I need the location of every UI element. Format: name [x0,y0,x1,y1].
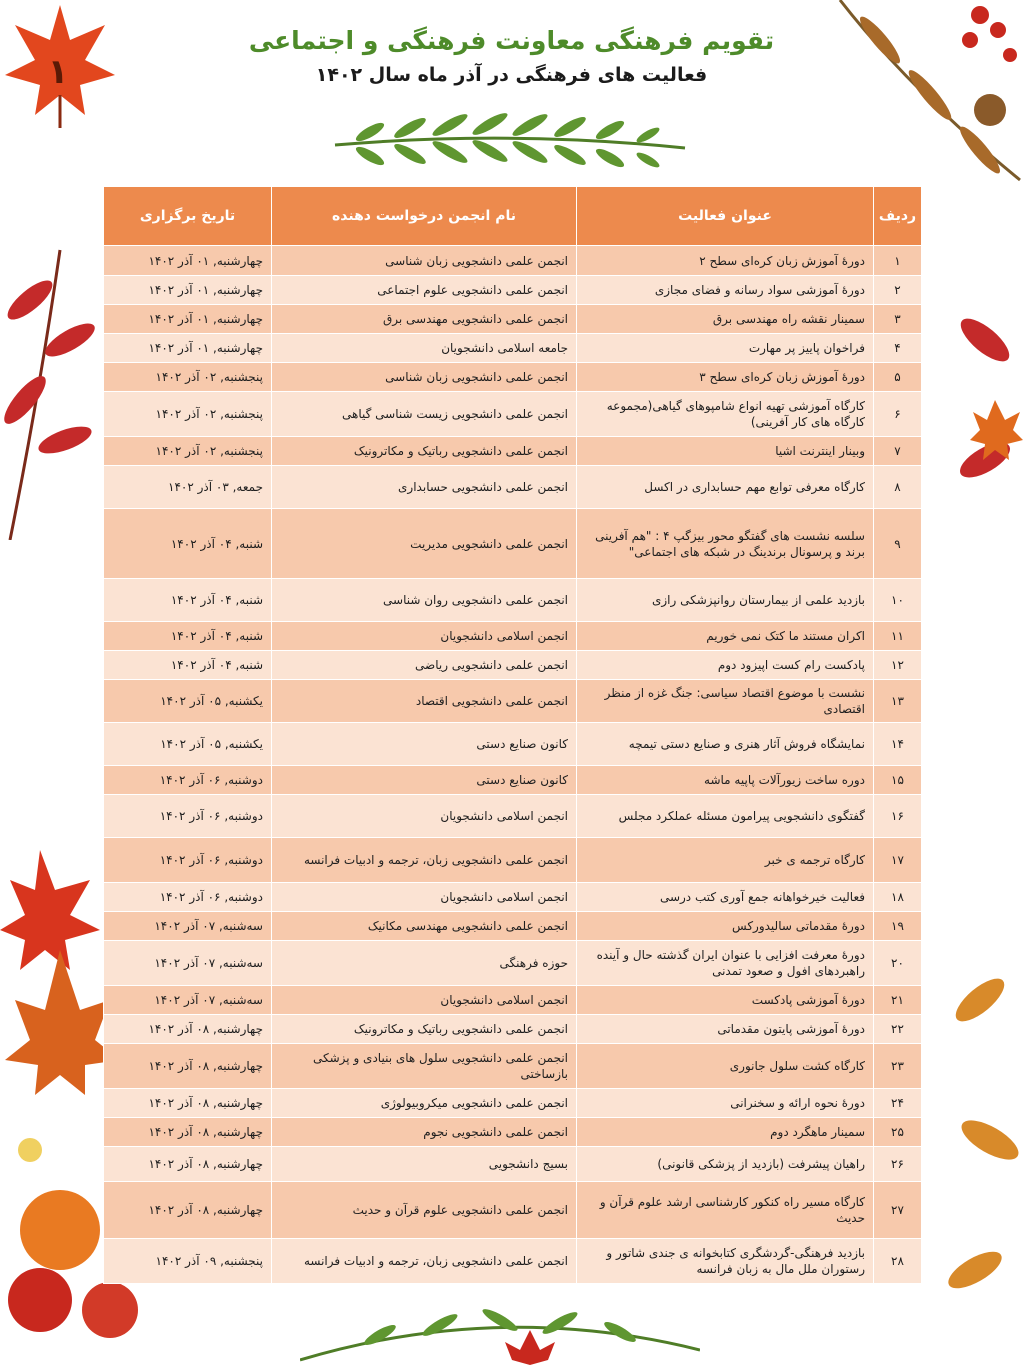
row-number-cell: ۱۵ [874,766,922,795]
table-row [104,437,922,466]
table-row [104,986,922,1015]
row-number-cell: ۱۲ [874,651,922,680]
activity-cell: دورهٔ معرفت افزایی با عنوان ایران گذشته حال و آینده راهبردهای افول و صعود تمدنی [577,941,874,986]
activity-cell: دورهٔ آموزشی سواد رسانه و فضای مجازی [577,276,874,305]
date-cell: دوشنبه, ۰۶ آذر ۱۴۰۲ [104,766,272,795]
table-row [104,466,922,509]
date-cell: سه‌شنبه, ۰۷ آذر ۱۴۰۲ [104,986,272,1015]
activity-cell: کارگاه آموزشی تهیه انواع شامپوهای گیاهی(مجموعه کارگاه های کار آفرینی) [577,392,874,437]
row-number-cell: ۲۳ [874,1044,922,1089]
organizer-cell: بسیج دانشجویی [272,1147,577,1182]
row-number-cell: ۲ [874,276,922,305]
organizer-cell: انجمن علمی دانشجویی علوم اجتماعی [272,276,577,305]
row-number-cell: ۲۷ [874,1182,922,1239]
row-number-cell: ۱۰ [874,579,922,622]
activity-cell: گفتگوی دانشجویی پیرامون مسئله عملکرد مجلس [577,795,874,838]
fern-bottom-icon [300,1290,700,1365]
row-number-cell: ۱۸ [874,883,922,912]
table-row [104,1239,922,1284]
activity-cell: کارگاه کشت سلول جانوری [577,1044,874,1089]
page-title: تقویم فرهنگی معاونت فرهنگی و اجتماعی [248,26,775,55]
activity-cell: بازدید فرهنگی-گردشگری کتابخوانه ی جندی شاتور و رستوران ملل مال به زبان فرانسه [577,1239,874,1284]
table-row [104,651,922,680]
activity-cell: نمایشگاه فروش آثار هنری و صنایع دستی تیمچه [577,723,874,766]
date-cell: چهارشنبه, ۰۱ آذر ۱۴۰۲ [104,246,272,276]
organizer-cell: انجمن علمی دانشجویی حسابداری [272,466,577,509]
activity-cell: نشست با موضوع اقتصاد سیاسی: جنگ غزه از منظر اقتصادی [577,680,874,723]
row-number-cell: ۶ [874,392,922,437]
organizer-cell: انجمن اسلامی دانشجویان [272,622,577,651]
row-number-cell: ۷ [874,437,922,466]
activity-cell: دورهٔ نحوه ارائه و سخنرانی [577,1089,874,1118]
activity-cell: وبینار اینترنت اشیا [577,437,874,466]
row-number-cell: ۲۶ [874,1147,922,1182]
page-subtitle: فعالیت های فرهنگی در آذر ماه سال ۱۴۰۲ [315,64,708,86]
fern-branch-icon [330,110,690,180]
row-number-cell: ۱۹ [874,912,922,941]
row-number-cell: ۹ [874,509,922,579]
row-number-cell: ۲۰ [874,941,922,986]
activity-cell: فراخوان پاییز پر مهارت [577,334,874,363]
activity-cell: اکران مستند ما کتک نمی خوریم [577,622,874,651]
row-number-cell: ۵ [874,363,922,392]
table-row [104,766,922,795]
date-cell: شنبه, ۰۴ آذر ۱۴۰۲ [104,579,272,622]
date-cell: پنجشنبه, ۰۲ آذر ۱۴۰۲ [104,363,272,392]
header-organizer: نام انجمن درخواست دهنده [272,187,577,246]
organizer-cell: انجمن علمی دانشجویی زبان شناسی [272,246,577,276]
organizer-cell: انجمن علمی دانشجویی ریاضی [272,651,577,680]
organizer-cell: انجمن علمی دانشجویی رباتیک و مکاترونیک [272,1015,577,1044]
row-number-cell: ۱۷ [874,838,922,883]
activity-cell: دورهٔ آموزشی پادکست [577,986,874,1015]
row-number-cell: ۲۱ [874,986,922,1015]
date-cell: سه‌شنبه, ۰۷ آذر ۱۴۰۲ [104,941,272,986]
organizer-cell: کانون صنایع دستی [272,766,577,795]
table-row [104,1147,922,1182]
activity-cell: کارگاه معرفی توابع مهم حسابداری در اکسل [577,466,874,509]
date-cell: چهارشنبه, ۰۸ آذر ۱۴۰۲ [104,1089,272,1118]
table-body [104,246,922,1284]
organizer-cell: انجمن اسلامی دانشجویان [272,795,577,838]
organizer-cell: انجمن علمی دانشجویی زیست شناسی گیاهی [272,392,577,437]
date-cell: پنجشنبه, ۰۲ آذر ۱۴۰۲ [104,392,272,437]
date-cell: پنجشنبه, ۰۹ آذر ۱۴۰۲ [104,1239,272,1284]
date-cell: چهارشنبه, ۰۸ آذر ۱۴۰۲ [104,1015,272,1044]
row-number-cell: ۲۵ [874,1118,922,1147]
row-number-cell: ۱۴ [874,723,922,766]
activity-cell: بازدید علمی از بیمارستان روانپزشکی رازی [577,579,874,622]
date-cell: چهارشنبه, ۰۱ آذر ۱۴۰۲ [104,334,272,363]
activity-cell: سمینار ماهگرد دوم [577,1118,874,1147]
table-row [104,334,922,363]
organizer-cell: انجمن علمی دانشجویی اقتصاد [272,680,577,723]
organizer-cell: انجمن علمی دانشجویی نجوم [272,1118,577,1147]
organizer-cell: انجمن علمی دانشجویی روان شناسی [272,579,577,622]
red-leaves-right-icon [925,280,1023,540]
organizer-cell: کانون صنایع دستی [272,723,577,766]
activity-cell: دورهٔ آموزشی پایتون مقدماتی [577,1015,874,1044]
date-cell: چهارشنبه, ۰۸ آذر ۱۴۰۲ [104,1118,272,1147]
organizer-cell: انجمن اسلامی دانشجویان [272,883,577,912]
row-number-cell: ۱۳ [874,680,922,723]
date-cell: یکشنبه, ۰۵ آذر ۱۴۰۲ [104,723,272,766]
header-date: تاریخ برگزاری [104,187,272,246]
table-row [104,838,922,883]
table-row [104,1118,922,1147]
activity-cell: دورهٔ آموزش زبان کره‌ای سطح ۲ [577,246,874,276]
date-cell: دوشنبه, ۰۶ آذر ۱۴۰۲ [104,883,272,912]
date-cell: دوشنبه, ۰۶ آذر ۱۴۰۲ [104,838,272,883]
date-cell: شنبه, ۰۴ آذر ۱۴۰۲ [104,651,272,680]
header-row-number: ردیف [874,187,922,246]
row-number-cell: ۱۶ [874,795,922,838]
organizer-cell: انجمن علمی دانشجویی رباتیک و مکاترونیک [272,437,577,466]
activity-cell: فعالیت خیرخواهانه جمع آوری کتب درسی [577,883,874,912]
table-row [104,680,922,723]
activity-cell: پادکست رام کست اپیزود دوم [577,651,874,680]
autumn-leaves-bottom-right-icon [920,940,1023,1365]
table-row [104,941,922,986]
table-row [104,246,922,276]
table-row [104,883,922,912]
date-cell: پنجشنبه, ۰۲ آذر ۱۴۰۲ [104,437,272,466]
activity-cell: دورهٔ آموزش زبان کره‌ای سطح ۳ [577,363,874,392]
row-number-cell: ۲۲ [874,1015,922,1044]
date-cell: چهارشنبه, ۰۸ آذر ۱۴۰۲ [104,1182,272,1239]
organizer-cell: جامعه اسلامی دانشجویان [272,334,577,363]
date-cell: چهارشنبه, ۰۸ آذر ۱۴۰۲ [104,1044,272,1089]
activity-cell: راهیان پیشرفت (بازدید از پزشکی قانونی) [577,1147,874,1182]
date-cell: چهارشنبه, ۰۱ آذر ۱۴۰۲ [104,305,272,334]
header-activity: عنوان فعالیت [577,187,874,246]
table-row [104,1089,922,1118]
activity-cell: دورهٔ مقدماتی سالیدورکس [577,912,874,941]
table-row [104,795,922,838]
row-number-cell: ۲۴ [874,1089,922,1118]
activity-cell: دوره ساخت زیورآلات پاپیه ماشه [577,766,874,795]
table-header-row [104,187,922,246]
activity-cell: کارگاه ترجمه ی خبر [577,838,874,883]
organizer-cell: انجمن اسلامی دانشجویان [272,986,577,1015]
table-row [104,276,922,305]
date-cell: جمعه, ۰۳ آذر ۱۴۰۲ [104,466,272,509]
row-number-cell: ۱ [874,246,922,276]
date-cell: یکشنبه, ۰۵ آذر ۱۴۰۲ [104,680,272,723]
organizer-cell: انجمن علمی دانشجویی زبان، ترجمه و ادبیات فرانسه [272,838,577,883]
date-cell: سه‌شنبه, ۰۷ آذر ۱۴۰۲ [104,912,272,941]
row-number-cell: ۳ [874,305,922,334]
date-cell: چهارشنبه, ۰۸ آذر ۱۴۰۲ [104,1147,272,1182]
organizer-cell: انجمن علمی دانشجویی مدیریت [272,509,577,579]
organizer-cell: انجمن علمی دانشجویی زبان، ترجمه و ادبیات فرانسه [272,1239,577,1284]
page-badge-number: ۱ [47,52,69,92]
table-row [104,1015,922,1044]
table-row [104,579,922,622]
table-row [104,1044,922,1089]
table-row [104,622,922,651]
table-row [104,723,922,766]
activity-cell: سلسه نشست های گفتگو محور بیزگپ ۴ : "هم آفرینی برند و پرسونال برندینگ در شبکه های اجتماعی" [577,509,874,579]
table-row [104,305,922,334]
date-cell: چهارشنبه, ۰۱ آذر ۱۴۰۲ [104,276,272,305]
date-cell: دوشنبه, ۰۶ آذر ۱۴۰۲ [104,795,272,838]
row-number-cell: ۴ [874,334,922,363]
organizer-cell: انجمن علمی دانشجویی علوم قرآن و حدیث [272,1182,577,1239]
table-row [104,912,922,941]
table-row [104,363,922,392]
activity-cell: سمینار نقشه راه مهندسی برق [577,305,874,334]
table-row [104,1182,922,1239]
organizer-cell: انجمن علمی دانشجویی سلول های بنیادی و پزشکی بازساختی [272,1044,577,1089]
activities-table [103,186,922,1284]
table-row [104,392,922,437]
table-row [104,509,922,579]
activity-cell: کارگاه مسیر راه کنکور کارشناسی ارشد علوم قرآن و حدیث [577,1182,874,1239]
row-number-cell: ۲۸ [874,1239,922,1284]
red-leaves-left-icon [0,240,100,540]
organizer-cell: حوزه فرهنگی [272,941,577,986]
date-cell: شنبه, ۰۴ آذر ۱۴۰۲ [104,509,272,579]
row-number-cell: ۱۱ [874,622,922,651]
organizer-cell: انجمن علمی دانشجویی مهندسی مکانیک [272,912,577,941]
date-cell: شنبه, ۰۴ آذر ۱۴۰۲ [104,622,272,651]
activities-table-container [103,186,921,1284]
row-number-cell: ۸ [874,466,922,509]
organizer-cell: انجمن علمی دانشجویی زبان شناسی [272,363,577,392]
organizer-cell: انجمن علمی دانشجویی مهندسی برق [272,305,577,334]
organizer-cell: انجمن علمی دانشجویی میکروبیولوژی [272,1089,577,1118]
